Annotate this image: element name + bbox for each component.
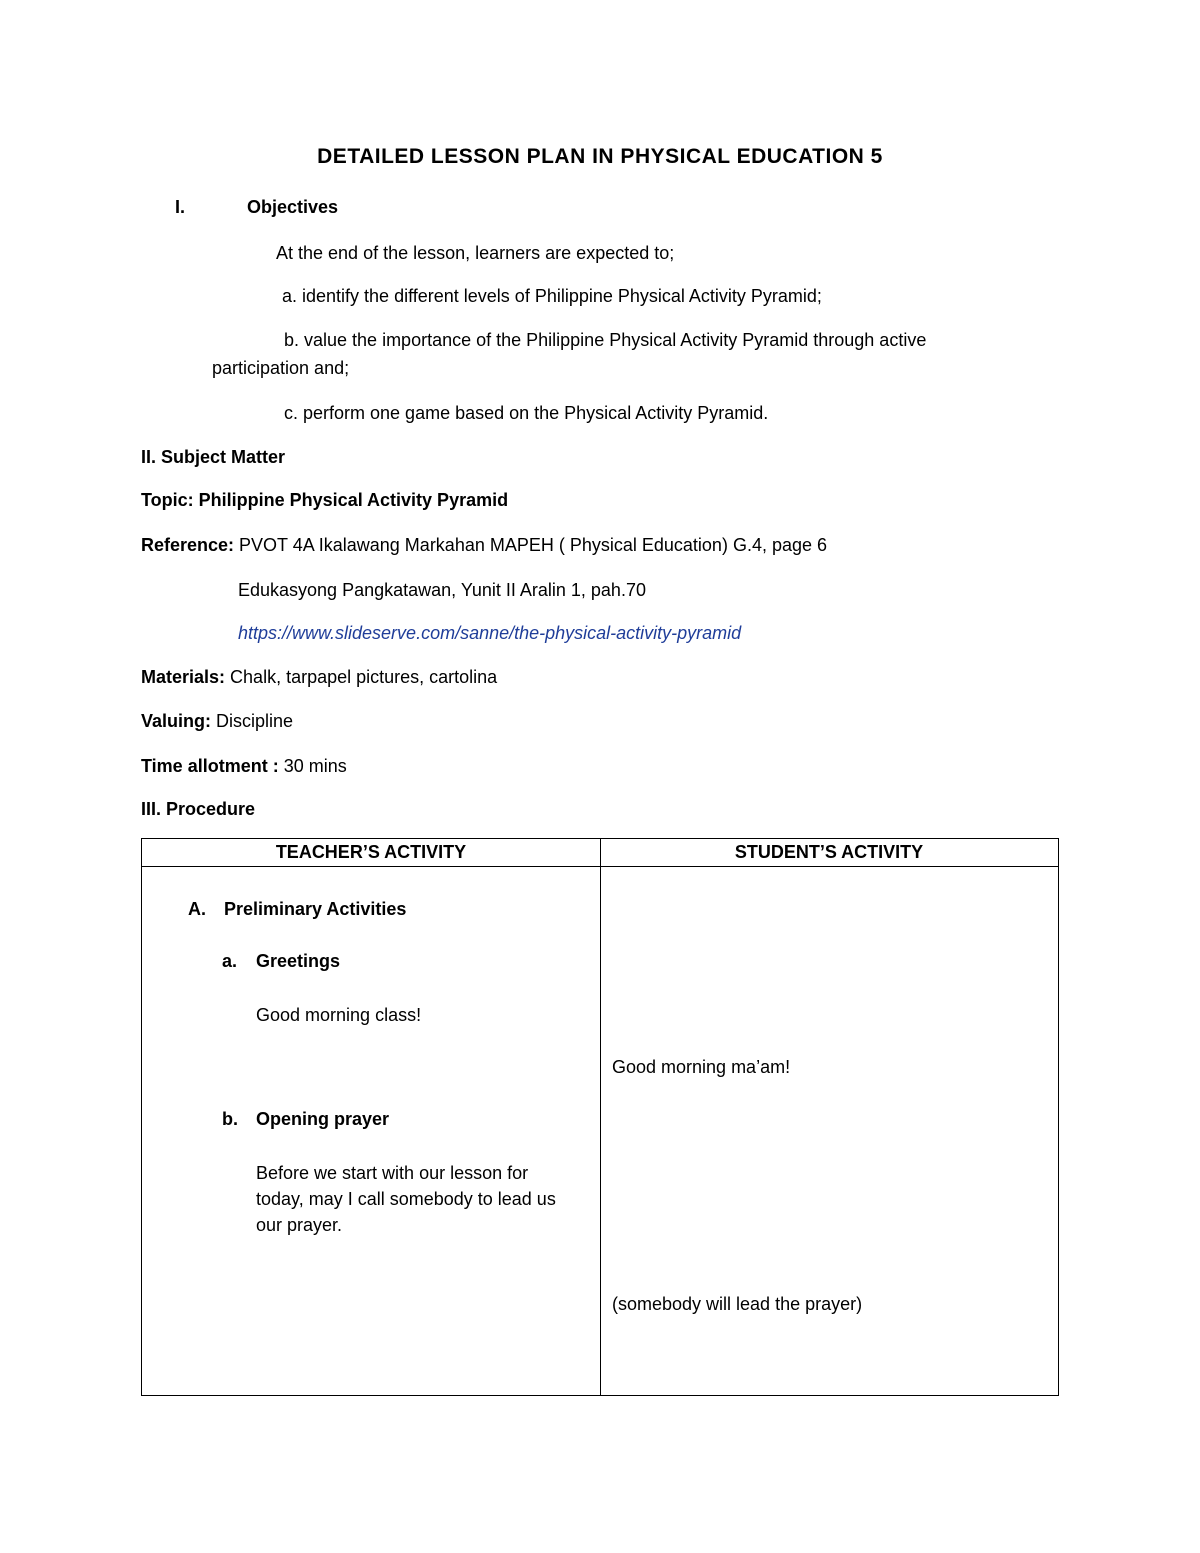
materials-line bbox=[141, 666, 497, 688]
time-allotment-value: 30 mins bbox=[278, 756, 347, 776]
teacher-activity-header: TEACHER’S ACTIVITY bbox=[275, 842, 467, 862]
topic-line: Topic: Philippine Physical Activity Pyramid bbox=[141, 490, 509, 510]
objective-item-c: c. perform one game based on the Physical Activity Pyramid. bbox=[284, 403, 769, 423]
materials-value: Chalk, tarpapel pictures, cartolina bbox=[225, 667, 498, 687]
subject-matter-heading: II. Subject Matter bbox=[141, 447, 286, 467]
item-b-letter: b. bbox=[222, 1109, 238, 1129]
valuing-value: Discipline bbox=[211, 711, 294, 731]
objective-item-a: a. identify the different levels of Philippine Physical Activity Pyramid; bbox=[282, 286, 822, 306]
section-a-title: Preliminary Activities bbox=[224, 899, 407, 919]
teacher-greeting: Good morning class! bbox=[256, 1005, 422, 1025]
valuing-label: Valuing: bbox=[141, 711, 212, 731]
objectives-numeral: I. bbox=[175, 197, 186, 217]
student-prayer: (somebody will lead the prayer) bbox=[612, 1294, 863, 1314]
item-b-title: Opening prayer bbox=[256, 1109, 390, 1129]
document-title: DETAILED LESSON PLAN IN PHYSICAL EDUCATION 5 bbox=[317, 145, 883, 168]
teacher-prayer-line-2: today, may I call somebody to lead us bbox=[256, 1189, 556, 1209]
time-allotment-line bbox=[141, 755, 347, 777]
teacher-prayer-line-3: our prayer. bbox=[256, 1215, 343, 1235]
objective-item-b-continued: participation and; bbox=[212, 358, 350, 378]
reference-secondary: Edukasyong Pangkatawan, Yunit II Aralin 1, pah.70 bbox=[238, 580, 646, 600]
valuing-line bbox=[141, 710, 293, 732]
reference-label: Reference: bbox=[141, 535, 235, 555]
reference-link[interactable]: https://www.slideserve.com/sanne/the-physical-activity-pyramid bbox=[238, 623, 742, 643]
objective-item-b: b. value the importance of the Philippine Physical Activity Pyramid through active bbox=[284, 330, 927, 350]
objectives-intro: At the end of the lesson, learners are expected to; bbox=[276, 243, 675, 263]
section-a-letter: A. bbox=[188, 899, 206, 919]
objectives-heading: Objectives bbox=[247, 197, 339, 217]
teacher-prayer-line-1: Before we start with our lesson for bbox=[256, 1163, 529, 1183]
procedure-heading: III. Procedure bbox=[141, 799, 256, 819]
item-a-title: Greetings bbox=[256, 951, 341, 971]
student-greeting: Good morning ma’am! bbox=[612, 1057, 791, 1077]
procedure-table-divider bbox=[600, 839, 601, 1395]
reference-line bbox=[141, 534, 827, 556]
materials-label: Materials: bbox=[141, 667, 226, 687]
time-allotment-label: Time allotment : bbox=[141, 756, 279, 776]
reference-value: PVOT 4A Ikalawang Markahan MAPEH ( Physical Education) G.4, page 6 bbox=[234, 535, 828, 555]
item-a-letter: a. bbox=[222, 951, 238, 971]
procedure-table bbox=[141, 838, 1059, 1396]
student-activity-header: STUDENT’S ACTIVITY bbox=[734, 842, 924, 862]
